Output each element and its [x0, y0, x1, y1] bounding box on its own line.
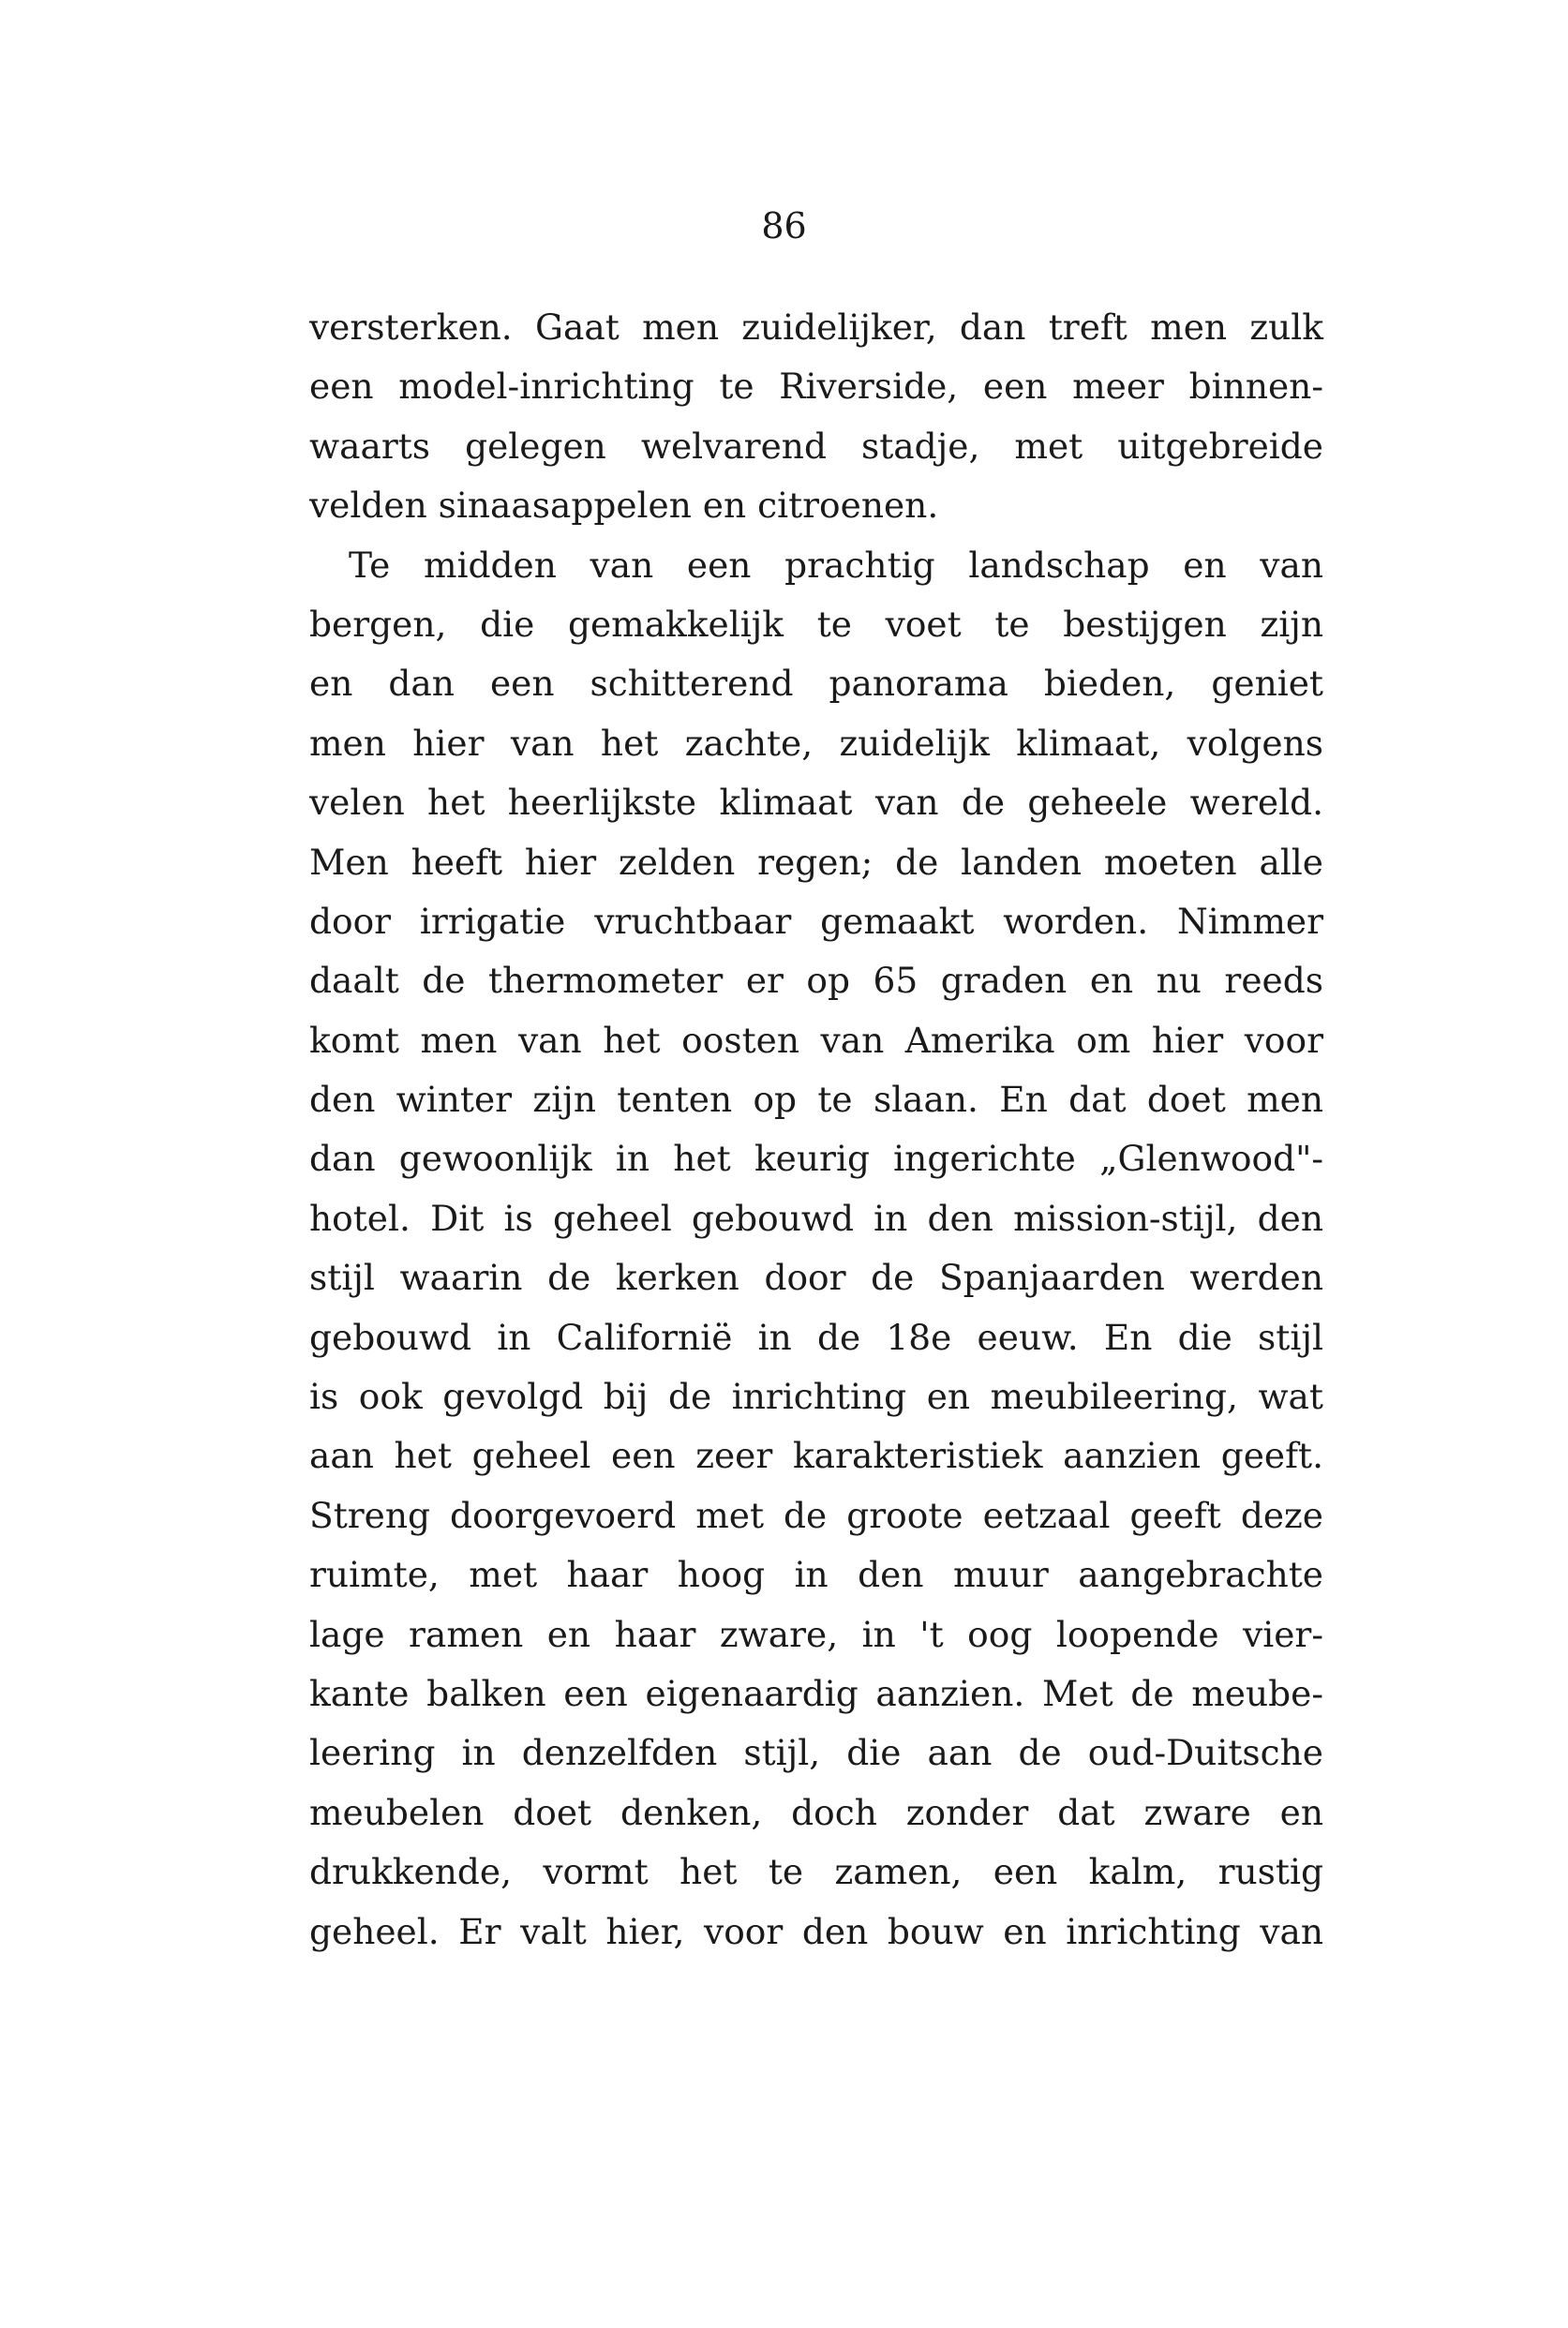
text-line: geheel. Er valt hier, voor den bouw en inrichting van [309, 1910, 1323, 1952]
text-line: meubelen doet denken, doch zonder dat zware en [309, 1791, 1323, 1833]
text-line: Streng doorgevoerd met de groote eetzaal geeft deze [309, 1494, 1323, 1536]
text-line: en dan een schitterend panorama bieden, geniet [309, 663, 1323, 705]
text-line: een model-inrichting te Riverside, een meer binnen- [309, 366, 1323, 408]
text-line: door irrigatie vruchtbaar gemaakt worden. Nimmer [309, 900, 1323, 942]
text-line: waarts gelegen welvarend stadje, met uitgebreide [309, 425, 1323, 467]
text-line: Men heeft hier zelden regen; de landen moeten alle [309, 841, 1323, 883]
text-line: lage ramen en haar zware, in 't oog loopende vier- [309, 1613, 1323, 1655]
body-text [309, 298, 1323, 1962]
text-line: komt men van het oosten van Amerika om hier voor [309, 1019, 1323, 1061]
text-line: ruimte, met haar hoog in den muur aangebrachte [309, 1554, 1323, 1596]
text-line: leering in denzelfden stijl, die aan de oud-Duitsche [309, 1732, 1323, 1774]
text-line: is ook gevolgd bij de inrichting en meubileering, wat [309, 1376, 1323, 1418]
text-line: drukkende, vormt het te zamen, een kalm, rustig [309, 1851, 1323, 1893]
text-line: kante balken een eigenaardig aanzien. Met de meube- [309, 1672, 1323, 1714]
paragraph-start-line: Te midden van een prachtig landschap en van [349, 544, 1323, 586]
text-line: stijl waarin de kerken door de Spanjaarden werden [309, 1257, 1323, 1299]
text-line: velen het heerlijkste klimaat van de geheele wereld. [309, 782, 1323, 824]
text-line: gebouwd in Californië in de 18e eeuw. En die stijl [309, 1316, 1323, 1358]
text-line: bergen, die gemakkelijk te voet te bestijgen zijn [309, 603, 1323, 645]
text-line: aan het geheel een zeer karakteristiek aanzien geeft. [309, 1435, 1323, 1477]
text-line: men hier van het zachte, zuidelijk klimaat, volgens [309, 722, 1323, 764]
text-line: den winter zijn tenten op te slaan. En dat doet men [309, 1079, 1323, 1121]
text-line: versterken. Gaat men zuidelijker, dan treft men zulk [309, 306, 1323, 348]
page-number: 86 [761, 205, 807, 246]
text-line: dan gewoonlijk in het keurig ingerichte „Glenwood"- [309, 1138, 1323, 1180]
text-line: velden sinaasappelen en citroenen. [309, 485, 939, 527]
text-line: hotel. Dit is geheel gebouwd in den mission-stijl, den [309, 1197, 1323, 1239]
text-line: daalt de thermometer er op 65 graden en nu reeds [309, 960, 1323, 1002]
